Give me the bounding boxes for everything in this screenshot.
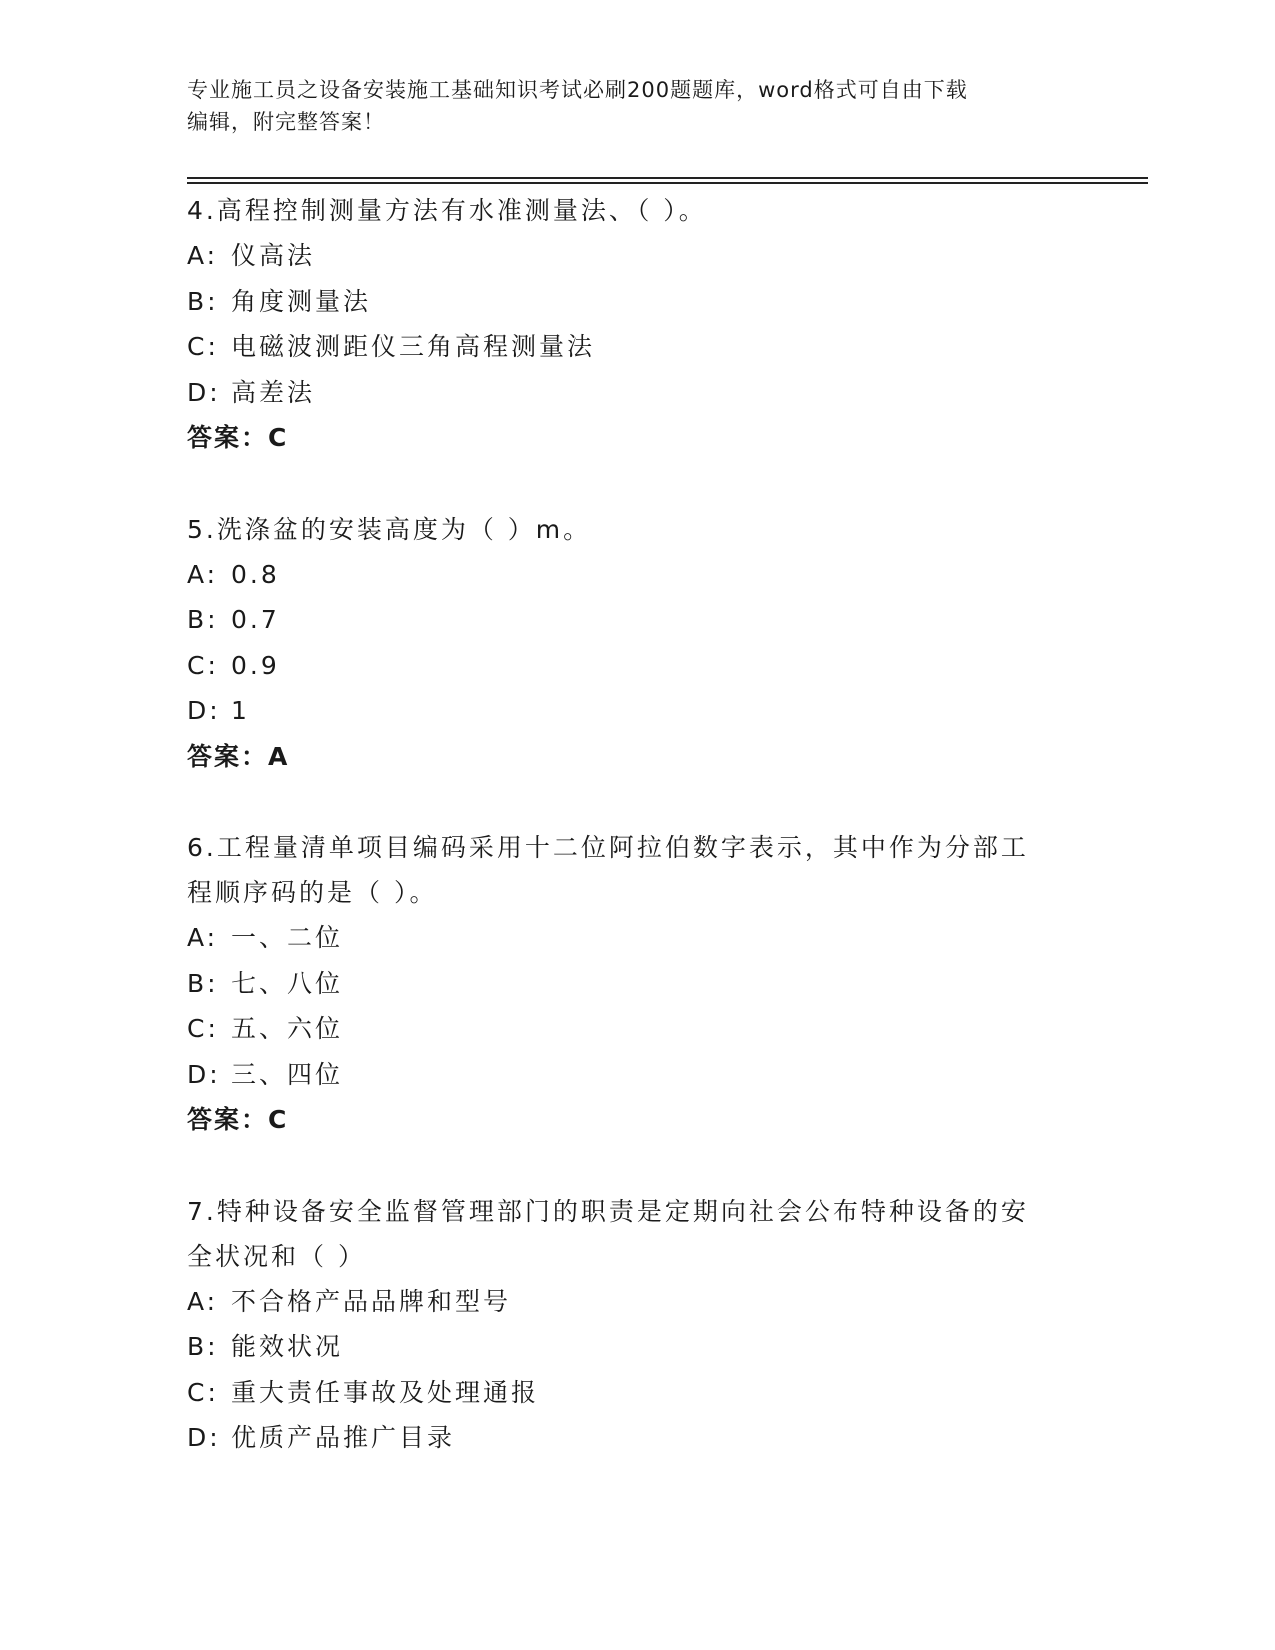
question-stem: 5.洗涤盆的安装高度为（ ）m。	[187, 514, 592, 544]
option-letter: C:	[187, 1377, 219, 1407]
answer-option	[187, 552, 1087, 598]
option-letter: A:	[187, 923, 219, 952]
question-list	[187, 188, 1087, 1507]
question-item	[187, 1189, 1087, 1461]
option-text: 0.8	[231, 559, 280, 589]
option-text: 0.9	[231, 650, 280, 680]
option-letter: B:	[187, 1332, 219, 1361]
option-letter: D:	[187, 1423, 221, 1452]
question-item	[187, 507, 1087, 780]
answer-option	[187, 324, 1087, 370]
document-header	[187, 74, 1087, 138]
option-text: 优质产品推广目录	[231, 1423, 456, 1452]
option-text: 高差法	[231, 377, 316, 407]
option-letter: B:	[187, 286, 219, 316]
answer-option	[187, 688, 1087, 734]
option-letter: C:	[187, 332, 219, 361]
question-stem: 全状况和（ ）	[187, 1241, 366, 1271]
answer-option	[187, 1006, 1087, 1052]
option-letter: D:	[187, 1059, 221, 1089]
header-divider-bottom	[187, 182, 1148, 184]
answer-option	[187, 1370, 1087, 1416]
answer-option	[187, 1324, 1087, 1370]
option-text: 能效状况	[231, 1332, 344, 1361]
option-text: 1	[231, 696, 250, 725]
header-title-line-1: 专业施工员之设备安装施工基础知识考试必刷200题题库，word格式可自由下载	[187, 78, 968, 102]
question-stem: 4.高程控制测量方法有水准测量法、（ ）。	[187, 196, 707, 225]
question-item	[187, 188, 1087, 461]
answer-key: 答案：C	[187, 423, 289, 452]
answer-option	[187, 233, 1087, 279]
option-text: 电磁波测距仪三角高程测量法	[231, 332, 596, 361]
option-letter: B:	[187, 968, 219, 998]
header-divider-top	[187, 177, 1148, 179]
option-text: 仪高法	[231, 241, 316, 270]
option-letter: A:	[187, 559, 219, 589]
question-stem: 7.特种设备安全监督管理部门的职责是定期向社会公布特种设备的安	[187, 1196, 1029, 1226]
answer-option	[187, 643, 1087, 689]
option-letter: D:	[187, 696, 221, 725]
option-letter: D:	[187, 377, 221, 407]
header-title-line-2: 编辑，附完整答案！	[187, 110, 385, 134]
question-stem: 6.工程量清单项目编码采用十二位阿拉伯数字表示，其中作为分部工	[187, 833, 1029, 862]
answer-option	[187, 915, 1087, 961]
answer-option	[187, 1052, 1087, 1098]
option-text: 角度测量法	[231, 286, 372, 316]
option-text: 七、八位	[231, 968, 344, 998]
answer-option	[187, 961, 1087, 1007]
option-letter: B:	[187, 605, 219, 634]
answer-option	[187, 370, 1087, 416]
option-letter: A:	[187, 241, 219, 270]
answer-option	[187, 597, 1087, 643]
answer-key: 答案：A	[187, 741, 290, 771]
answer-option	[187, 279, 1087, 325]
question-stem: 程顺序码的是（ ）。	[187, 878, 438, 907]
option-letter: C:	[187, 650, 219, 680]
option-text: 三、四位	[231, 1059, 344, 1089]
option-text: 不合格产品品牌和型号	[231, 1286, 512, 1316]
option-letter: A:	[187, 1286, 219, 1316]
answer-option	[187, 1279, 1087, 1325]
option-letter: C:	[187, 1014, 219, 1043]
answer-key: 答案：C	[187, 1105, 289, 1134]
option-text: 0.7	[231, 605, 280, 634]
option-text: 重大责任事故及处理通报	[231, 1377, 540, 1407]
option-text: 一、二位	[231, 923, 344, 952]
question-item	[187, 825, 1087, 1143]
option-text: 五、六位	[231, 1014, 344, 1043]
answer-option	[187, 1415, 1087, 1461]
